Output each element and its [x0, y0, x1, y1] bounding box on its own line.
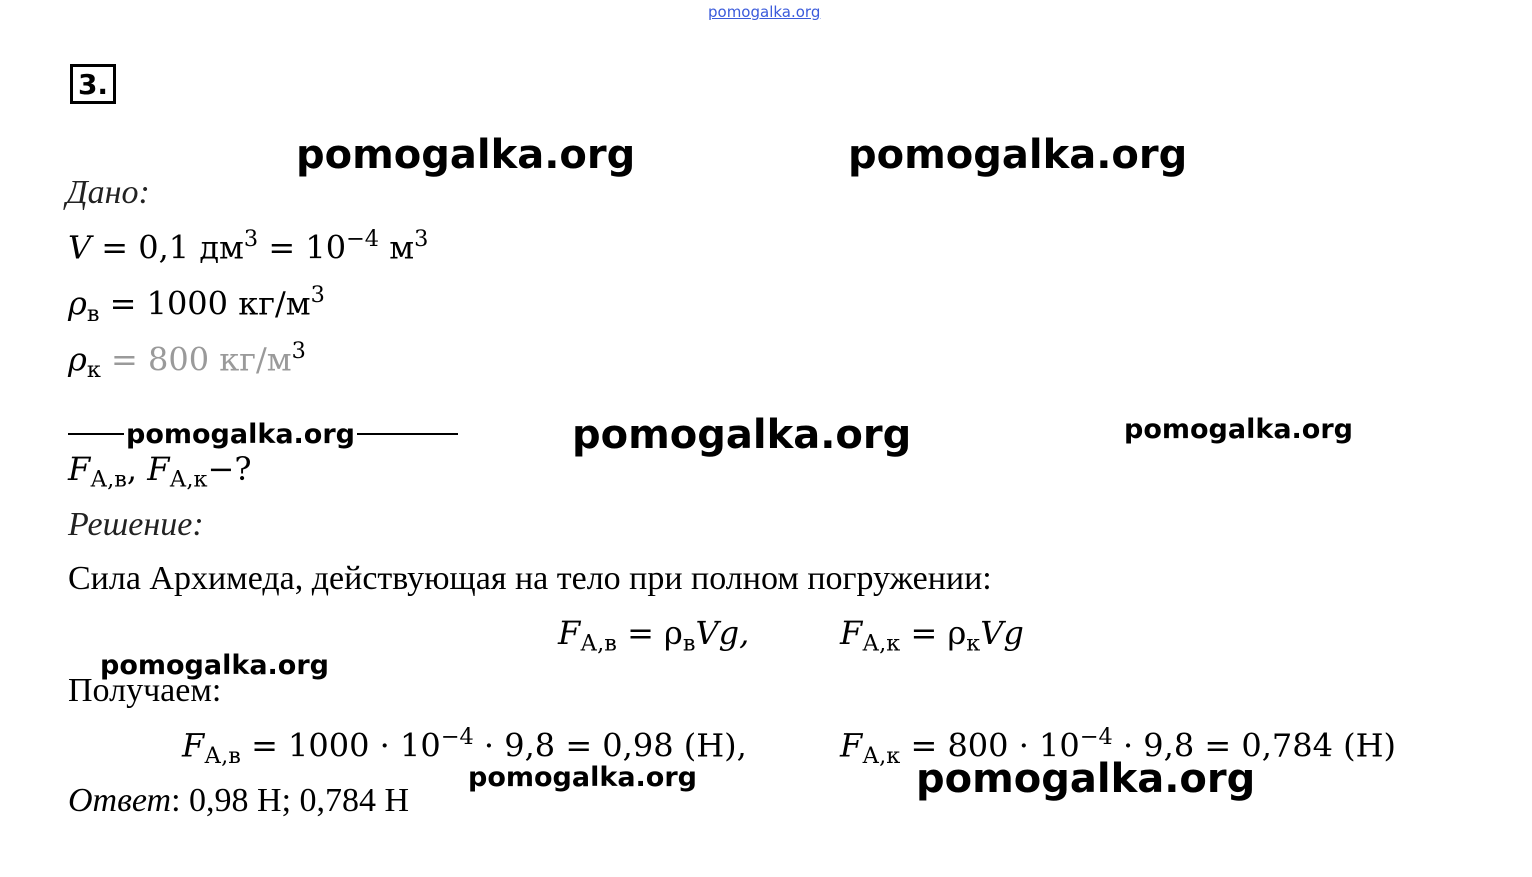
given-volume	[68, 226, 428, 266]
force-sub: А,к	[862, 743, 901, 770]
watermark: pomogalka.org	[100, 650, 329, 681]
rho-kerosene-value: = 800 кг/м	[100, 340, 292, 379]
calc-part: = 800 · 10	[900, 726, 1080, 765]
given-rho-water	[68, 282, 325, 327]
watermark: pomogalka.org	[848, 132, 1188, 178]
watermark: pomogalka.org	[916, 756, 1256, 802]
calc-result: · 9,8 = 0,98 (Н),	[473, 726, 747, 765]
rho-symbol: ρ	[68, 284, 87, 323]
formula-rhs: = ρ	[900, 614, 967, 652]
volume-exp2: −4	[346, 226, 380, 252]
force-sub: А,к	[169, 466, 208, 493]
formula-tail: Vg,	[695, 614, 750, 652]
answer-label: Ответ	[68, 782, 172, 819]
getting-text: Получаем:	[68, 672, 222, 709]
find-question: −?	[207, 450, 252, 488]
watermark: pomogalka.org	[1124, 414, 1353, 445]
given-rho-kerosene	[68, 338, 306, 383]
calc-exp: −4	[1079, 724, 1113, 750]
rho-water-sub: в	[86, 301, 100, 328]
solution-text: Сила Архимеда, действующая на тело при полном погружении:	[68, 560, 992, 597]
volume-symbol: V	[68, 228, 92, 267]
rho-water-value: = 1000 кг/м	[99, 284, 311, 323]
force-sub: А,в	[580, 630, 617, 657]
find-line	[68, 450, 251, 493]
calc-exp: −4	[440, 724, 474, 750]
formula-tail: Vg	[980, 614, 1024, 652]
force-sub: А,в	[204, 743, 241, 770]
watermark: pomogalka.org	[468, 762, 697, 793]
watermark: pomogalka.org	[126, 419, 355, 450]
force-sub: А,в	[90, 466, 127, 493]
force-symbol: F	[147, 450, 170, 488]
task-number-box	[70, 64, 116, 104]
force-symbol: F	[558, 614, 581, 652]
rho-symbol: ρ	[68, 340, 87, 379]
calc-result: · 9,8 = 0,784 (Н)	[1112, 726, 1396, 765]
rho-sub: к	[966, 630, 981, 657]
watermark: pomogalka.org	[296, 132, 636, 178]
top-watermark-link[interactable]: pomogalka.org	[708, 3, 821, 21]
volume-unit: м	[379, 228, 415, 267]
volume-eq: = 0,1 дм	[91, 228, 244, 267]
formula-rhs: = ρ	[616, 614, 683, 652]
force-symbol: F	[182, 726, 205, 765]
volume-exp: 3	[243, 226, 259, 252]
volume-eq2: = 10	[258, 228, 347, 267]
calc-part: = 1000 · 10	[240, 726, 441, 765]
answer-value: : 0,98 Н; 0,784 Н	[171, 782, 410, 819]
task-number: 3.	[77, 67, 109, 101]
force-sub: А,к	[862, 630, 901, 657]
formula-kerosene	[840, 614, 1024, 657]
force-symbol: F	[68, 450, 91, 488]
force-symbol: F	[840, 726, 863, 765]
given-heading: Дано:	[66, 174, 150, 211]
answer-line	[68, 782, 409, 820]
formula-water	[558, 614, 749, 657]
rho-kerosene-sub: к	[86, 357, 101, 384]
force-symbol: F	[840, 614, 863, 652]
rho-sub: в	[682, 630, 696, 657]
rho-water-exp: 3	[310, 282, 325, 308]
volume-exp3: 3	[414, 226, 429, 252]
rho-kerosene-exp: 3	[291, 338, 306, 364]
find-sep: ,	[126, 450, 148, 488]
solution-heading: Решение:	[68, 506, 204, 543]
watermark: pomogalka.org	[572, 412, 912, 458]
